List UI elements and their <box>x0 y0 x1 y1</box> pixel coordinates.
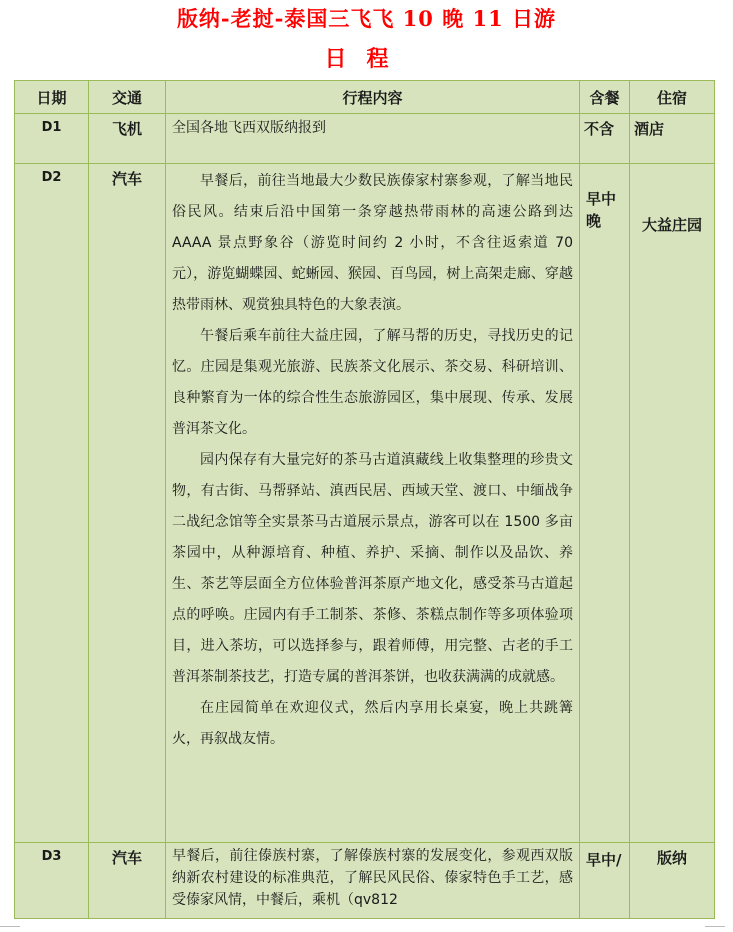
meals-text: 早中晚 <box>586 190 617 230</box>
table-row-d1 <box>15 114 715 164</box>
table-row-d2 <box>15 164 715 843</box>
content-paragraph: 早餐后，前往傣族村寨，了解傣族村寨的发展变化，参观西双版纳新农村建设的标准典范，了解民风民俗、傣家特色手工艺，感受傣家风情，中餐后，乘机（qv812 <box>172 848 573 908</box>
day-label: D1 <box>15 114 89 164</box>
hotel-cell: 酒店 <box>630 114 715 164</box>
transport-cell: 飞机 <box>89 114 166 164</box>
meals-cell <box>580 164 630 843</box>
transport-cell: 汽车 <box>89 164 166 843</box>
day-label: D3 <box>15 843 89 919</box>
content-paragraph: 早餐后，前往当地最大少数民族傣家村寨参观，了解当地民俗民风。结束后沿中国第一条穿越热带雨林的高速公路到达 AAAA 景点野象谷（游览时间约 2 小时，不含往返索道 70 元），游览蝴蝶园、蛇蜥园、猴园、百鸟园，树上高架走廊、穿越热带雨林、观赏独具特色的大象表演。 <box>172 173 573 313</box>
hotel-text: 大益庄园 <box>641 216 702 234</box>
content-paragraph: 全国各地飞西双版纳报到 <box>172 120 326 136</box>
content-paragraph: 午餐后乘车前往大益庄园，了解马帮的历史，寻找历史的记忆。庄园是集观光旅游、民族茶文化展示、茶交易、科研培训、良种繁育为一体的综合性生态旅游园区，集中展现、传承、发展普洱茶文化。 <box>172 328 573 437</box>
day-label: D2 <box>15 164 89 843</box>
itinerary-table <box>14 80 715 919</box>
meals-cell: 早中/ <box>580 843 630 919</box>
table-row-d3 <box>15 843 715 919</box>
meals-cell: 不含 <box>580 114 630 164</box>
page-corner-mark <box>0 926 20 927</box>
header-date: 日期 <box>15 81 89 114</box>
document-title: 版纳-老挝-泰国三飞飞 10 晚 11 日游 <box>176 6 557 31</box>
content-paragraph: 园内保存有大量完好的茶马古道滇藏线上收集整理的珍贵文物，有古街、马帮驿站、滇西民居、西域天堂、渡口、中缅战争二战纪念馆等全实景茶马古道展示景点，游客可以在 1500 多亩茶园中，从种源培育、种植、养护、采摘、制作以及品饮、养生、茶艺等层面全方位体验普洱茶原产地文化，感受茶马古道起点的呼唤。庄园内有手工制茶、茶修、茶糕点制作等多项体验项目，进入茶坊，可以选择参与，跟着师傅，用完整、古老的手工普洱茶制茶技艺，打造专属的普洱茶饼，也收获满满的成就感。 <box>172 452 573 685</box>
header-content: 行程内容 <box>166 81 580 114</box>
content-cell <box>166 843 580 919</box>
header-transport: 交通 <box>89 81 166 114</box>
content-paragraph: 在庄园简单在欢迎仪式，然后内享用长桌宴，晚上共跳篝火，再叙战友情。 <box>172 700 573 747</box>
schedule-heading: 日程 <box>324 46 409 72</box>
transport-cell: 汽车 <box>89 843 166 919</box>
content-cell <box>166 114 580 164</box>
page-corner-mark <box>705 926 725 927</box>
header-meals: 含餐 <box>580 81 630 114</box>
table-header-row <box>15 81 715 114</box>
header-hotel: 住宿 <box>630 81 715 114</box>
content-cell <box>166 164 580 843</box>
hotel-cell <box>630 164 715 843</box>
hotel-cell: 版纳 <box>630 843 715 919</box>
